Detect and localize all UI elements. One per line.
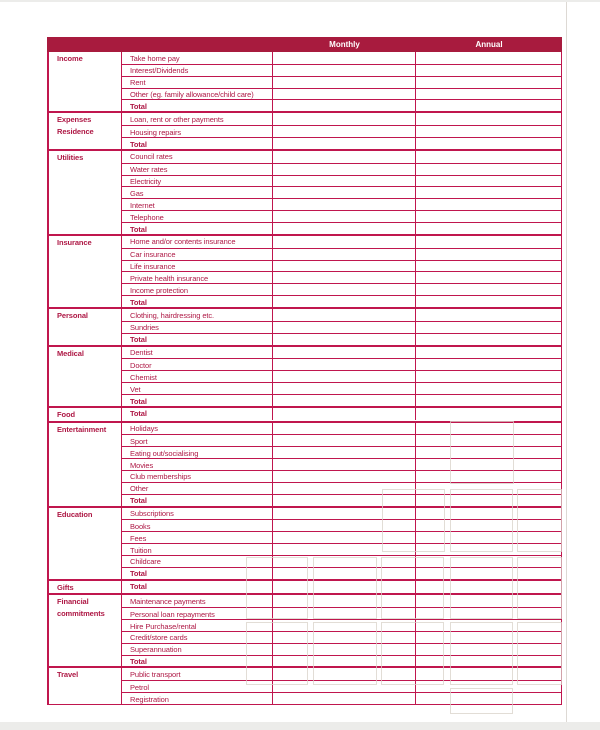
monthly-value-cell[interactable]: [273, 164, 416, 175]
table-row: [122, 248, 561, 260]
monthly-value-cell[interactable]: [273, 236, 416, 248]
line-item-label: Total: [122, 408, 273, 420]
annual-value-cell[interactable]: [416, 532, 561, 543]
line-item-label: Chemist: [122, 371, 273, 382]
line-item-label: Electricity: [122, 176, 273, 187]
category-label: Financial commitments: [49, 595, 122, 666]
monthly-value-cell[interactable]: [273, 544, 416, 555]
monthly-value-cell[interactable]: [273, 223, 416, 234]
monthly-value-cell[interactable]: [273, 435, 416, 446]
annual-value-cell[interactable]: [416, 681, 561, 692]
annual-value-cell[interactable]: [416, 199, 561, 210]
line-item-label: Telephone: [122, 211, 273, 222]
line-item-label: Total: [122, 100, 273, 111]
table-row: [122, 482, 561, 494]
table-section: [49, 111, 561, 149]
monthly-value-cell[interactable]: [273, 151, 416, 163]
annual-value-cell[interactable]: [416, 608, 561, 619]
line-item-label: Petrol: [122, 681, 273, 692]
annual-value-cell[interactable]: [416, 581, 561, 593]
annual-value-cell[interactable]: [416, 334, 561, 345]
monthly-column-header: Monthly: [329, 40, 360, 49]
annual-value-cell[interactable]: [416, 656, 561, 667]
annual-value-cell[interactable]: [416, 595, 561, 607]
monthly-value-cell[interactable]: [273, 138, 416, 149]
monthly-value-cell[interactable]: [273, 681, 416, 692]
category-label: Expenses Residence: [49, 113, 122, 149]
table-section: [49, 234, 561, 307]
table-row: [122, 434, 561, 446]
table-row: [122, 519, 561, 531]
table-row: [122, 567, 561, 579]
line-item-label: Total: [122, 568, 273, 579]
annual-value-cell[interactable]: [416, 138, 561, 149]
monthly-value-cell[interactable]: [273, 249, 416, 260]
annual-value-cell[interactable]: [416, 693, 561, 704]
monthly-value-cell[interactable]: [273, 532, 416, 543]
line-item-label: Other: [122, 483, 273, 494]
monthly-value-cell[interactable]: [273, 581, 416, 593]
annual-value-cell[interactable]: [416, 164, 561, 175]
table-row: [122, 222, 561, 234]
annual-value-cell[interactable]: [416, 65, 561, 76]
table-row: [122, 295, 561, 307]
annual-value-cell[interactable]: [416, 544, 561, 555]
monthly-value-cell[interactable]: [273, 52, 416, 64]
annual-value-cell[interactable]: [416, 371, 561, 382]
category-label: Entertainment: [49, 423, 122, 506]
table-row: [122, 99, 561, 111]
line-item-label: Maintenance payments: [122, 595, 273, 607]
monthly-value-cell[interactable]: [273, 483, 416, 494]
table-row: [122, 458, 561, 470]
annual-value-cell[interactable]: [416, 77, 561, 88]
annual-value-cell[interactable]: [416, 620, 561, 631]
annual-value-cell[interactable]: [416, 495, 561, 506]
monthly-value-cell[interactable]: [273, 608, 416, 619]
line-item-label: Doctor: [122, 359, 273, 370]
page-edge-top: [0, 0, 600, 2]
table-row: [122, 619, 561, 631]
line-item-label: Rent: [122, 77, 273, 88]
monthly-value-cell[interactable]: [273, 113, 416, 125]
table-section: [49, 345, 561, 406]
table-section: [49, 52, 561, 111]
table-row: [122, 347, 561, 359]
table-row: [122, 655, 561, 667]
monthly-value-cell[interactable]: [273, 261, 416, 272]
table-row: [122, 198, 561, 210]
line-item-label: Holidays: [122, 423, 273, 435]
line-item-label: Gas: [122, 187, 273, 198]
table-row: [122, 76, 561, 88]
table-row: [122, 631, 561, 643]
monthly-value-cell[interactable]: [273, 322, 416, 333]
line-item-label: Total: [122, 223, 273, 234]
line-item-label: Club memberships: [122, 471, 273, 482]
page-edge-right: [566, 2, 567, 722]
annual-value-cell[interactable]: [416, 249, 561, 260]
annual-value-cell[interactable]: [416, 556, 561, 567]
category-label: Travel: [49, 668, 122, 704]
line-item-label: Housing repairs: [122, 126, 273, 137]
line-item-label: Superannuation: [122, 644, 273, 655]
budget-table-body: [47, 52, 562, 705]
table-section: [49, 149, 561, 234]
annual-value-cell[interactable]: [416, 447, 561, 458]
monthly-value-cell[interactable]: [273, 459, 416, 470]
table-row: [122, 680, 561, 692]
table-row: [122, 692, 561, 704]
monthly-value-cell[interactable]: [273, 309, 416, 321]
monthly-value-cell[interactable]: [273, 508, 416, 520]
line-item-label: Vet: [122, 383, 273, 394]
annual-value-cell[interactable]: [416, 187, 561, 198]
annual-value-cell[interactable]: [416, 347, 561, 359]
category-label: Personal: [49, 309, 122, 345]
category-label: Education: [49, 508, 122, 579]
line-item-label: Total: [122, 296, 273, 307]
monthly-value-cell[interactable]: [273, 334, 416, 345]
line-item-label: Income protection: [122, 284, 273, 295]
monthly-value-cell[interactable]: [273, 595, 416, 607]
annual-value-cell[interactable]: [416, 395, 561, 406]
table-row: [122, 186, 561, 198]
table-row: [122, 543, 561, 555]
monthly-value-cell[interactable]: [273, 408, 416, 420]
table-row: [122, 283, 561, 295]
line-item-label: Total: [122, 495, 273, 506]
line-item-label: Home and/or contents insurance: [122, 236, 273, 248]
annual-value-cell[interactable]: [416, 383, 561, 394]
line-item-label: Dentist: [122, 347, 273, 359]
category-label: Utilities: [49, 151, 122, 234]
table-section: [49, 593, 561, 666]
line-item-label: Total: [122, 138, 273, 149]
table-row: [122, 52, 561, 64]
monthly-value-cell[interactable]: [273, 211, 416, 222]
table-row: [122, 163, 561, 175]
line-item-label: Loan, rent or other payments: [122, 113, 273, 125]
monthly-value-cell[interactable]: [273, 359, 416, 370]
table-row: [122, 508, 561, 520]
monthly-value-cell[interactable]: [273, 347, 416, 359]
line-item-label: Hire Purchase/rental: [122, 620, 273, 631]
table-row: [122, 394, 561, 406]
category-label: Insurance: [49, 236, 122, 307]
annual-value-cell[interactable]: [416, 632, 561, 643]
monthly-value-cell[interactable]: [273, 447, 416, 458]
table-row: [122, 88, 561, 100]
table-row: [122, 271, 561, 283]
table-row: [122, 333, 561, 345]
annual-value-cell[interactable]: [416, 211, 561, 222]
table-section: [49, 406, 561, 421]
category-label: Medical: [49, 347, 122, 406]
line-item-label: Total: [122, 656, 273, 667]
table-row: [122, 175, 561, 187]
monthly-value-cell[interactable]: [273, 568, 416, 579]
category-label: Income: [49, 52, 122, 111]
line-item-label: Books: [122, 520, 273, 531]
monthly-value-cell[interactable]: [273, 383, 416, 394]
annual-value-cell[interactable]: [416, 100, 561, 111]
table-row: [122, 408, 561, 420]
monthly-value-cell[interactable]: [273, 65, 416, 76]
annual-value-cell[interactable]: [416, 309, 561, 321]
monthly-value-cell[interactable]: [273, 668, 416, 680]
line-item-label: Take home pay: [122, 52, 273, 64]
monthly-value-cell[interactable]: [273, 199, 416, 210]
annual-value-cell[interactable]: [416, 89, 561, 100]
annual-value-cell[interactable]: [416, 113, 561, 125]
line-item-label: Public transport: [122, 668, 273, 680]
line-item-label: Sport: [122, 435, 273, 446]
line-item-label: Sundries: [122, 322, 273, 333]
line-item-label: Subscriptions: [122, 508, 273, 520]
table-row: [122, 555, 561, 567]
monthly-value-cell[interactable]: [273, 632, 416, 643]
annual-value-cell[interactable]: [416, 668, 561, 680]
table-row: [122, 581, 561, 593]
monthly-value-cell[interactable]: [273, 284, 416, 295]
annual-column-header: Annual: [475, 40, 503, 49]
category-label: Gifts: [49, 581, 122, 594]
line-item-label: Internet: [122, 199, 273, 210]
table-section: [49, 506, 561, 579]
table-section: [49, 307, 561, 345]
annual-value-cell[interactable]: [416, 284, 561, 295]
table-row: [122, 125, 561, 137]
table-row: [122, 470, 561, 482]
line-item-label: Clothing, hairdressing etc.: [122, 309, 273, 321]
monthly-value-cell[interactable]: [273, 620, 416, 631]
monthly-value-cell[interactable]: [273, 423, 416, 435]
line-item-label: Credit/store cards: [122, 632, 273, 643]
monthly-value-cell[interactable]: [273, 693, 416, 704]
annual-value-cell[interactable]: [416, 322, 561, 333]
monthly-value-cell[interactable]: [273, 100, 416, 111]
budget-table: [47, 37, 562, 705]
table-row: [122, 260, 561, 272]
table-row: [122, 668, 561, 680]
monthly-value-cell[interactable]: [273, 187, 416, 198]
monthly-value-cell[interactable]: [273, 556, 416, 567]
table-row: [122, 151, 561, 163]
annual-value-cell[interactable]: [416, 520, 561, 531]
monthly-value-cell[interactable]: [273, 644, 416, 655]
annual-value-cell[interactable]: [416, 359, 561, 370]
line-item-label: Movies: [122, 459, 273, 470]
annual-value-cell[interactable]: [416, 223, 561, 234]
monthly-value-cell[interactable]: [273, 296, 416, 307]
line-item-label: Private health insurance: [122, 272, 273, 283]
table-row: [122, 595, 561, 607]
monthly-value-cell[interactable]: [273, 471, 416, 482]
line-item-label: Total: [122, 395, 273, 406]
annual-value-cell[interactable]: [416, 408, 561, 420]
line-item-label: Interest/Dividends: [122, 65, 273, 76]
annual-value-cell[interactable]: [416, 151, 561, 163]
line-item-label: Eating out/socialising: [122, 447, 273, 458]
monthly-value-cell[interactable]: [273, 495, 416, 506]
annual-value-cell[interactable]: [416, 435, 561, 446]
annual-value-cell[interactable]: [416, 471, 561, 482]
annual-value-cell[interactable]: [416, 568, 561, 579]
line-item-label: Childcare: [122, 556, 273, 567]
line-item-label: Life insurance: [122, 261, 273, 272]
line-item-label: Car insurance: [122, 249, 273, 260]
table-row: [122, 236, 561, 248]
annual-value-cell[interactable]: [416, 261, 561, 272]
table-row: [122, 423, 561, 435]
table-row: [122, 309, 561, 321]
table-row: [122, 531, 561, 543]
table-header-band: [47, 37, 562, 52]
monthly-value-cell[interactable]: [273, 89, 416, 100]
monthly-value-cell[interactable]: [273, 395, 416, 406]
monthly-value-cell[interactable]: [273, 77, 416, 88]
monthly-value-cell[interactable]: [273, 272, 416, 283]
line-item-label: Other (eg. family allowance/child care): [122, 89, 273, 100]
line-item-label: Total: [122, 581, 273, 593]
annual-value-cell[interactable]: [416, 272, 561, 283]
monthly-value-cell[interactable]: [273, 520, 416, 531]
table-row: [122, 64, 561, 76]
annual-value-cell[interactable]: [416, 459, 561, 470]
annual-value-cell[interactable]: [416, 644, 561, 655]
annual-value-cell[interactable]: [416, 423, 561, 435]
table-row: [122, 607, 561, 619]
annual-value-cell[interactable]: [416, 296, 561, 307]
table-row: [122, 382, 561, 394]
table-row: [122, 137, 561, 149]
annual-value-cell[interactable]: [416, 236, 561, 248]
monthly-value-cell[interactable]: [273, 656, 416, 667]
annual-value-cell[interactable]: [416, 483, 561, 494]
table-row: [122, 643, 561, 655]
table-row: [122, 446, 561, 458]
table-section: [49, 666, 561, 704]
monthly-value-cell[interactable]: [273, 371, 416, 382]
table-row: [122, 494, 561, 506]
monthly-value-cell[interactable]: [273, 126, 416, 137]
line-item-label: Fees: [122, 532, 273, 543]
line-item-label: Registration: [122, 693, 273, 704]
annual-value-cell[interactable]: [416, 176, 561, 187]
annual-value-cell[interactable]: [416, 126, 561, 137]
table-row: [122, 370, 561, 382]
annual-value-cell[interactable]: [416, 508, 561, 520]
line-item-label: Water rates: [122, 164, 273, 175]
line-item-label: Personal loan repayments: [122, 608, 273, 619]
category-label: Food: [49, 408, 122, 421]
table-row: [122, 113, 561, 125]
table-row: [122, 210, 561, 222]
line-item-label: Total: [122, 334, 273, 345]
line-item-label: Council rates: [122, 151, 273, 163]
annual-value-cell[interactable]: [416, 52, 561, 64]
table-section: [49, 421, 561, 506]
table-row: [122, 321, 561, 333]
table-row: [122, 358, 561, 370]
page-edge-bottom: [0, 722, 600, 730]
monthly-value-cell[interactable]: [273, 176, 416, 187]
table-section: [49, 579, 561, 594]
line-item-label: Tuition: [122, 544, 273, 555]
